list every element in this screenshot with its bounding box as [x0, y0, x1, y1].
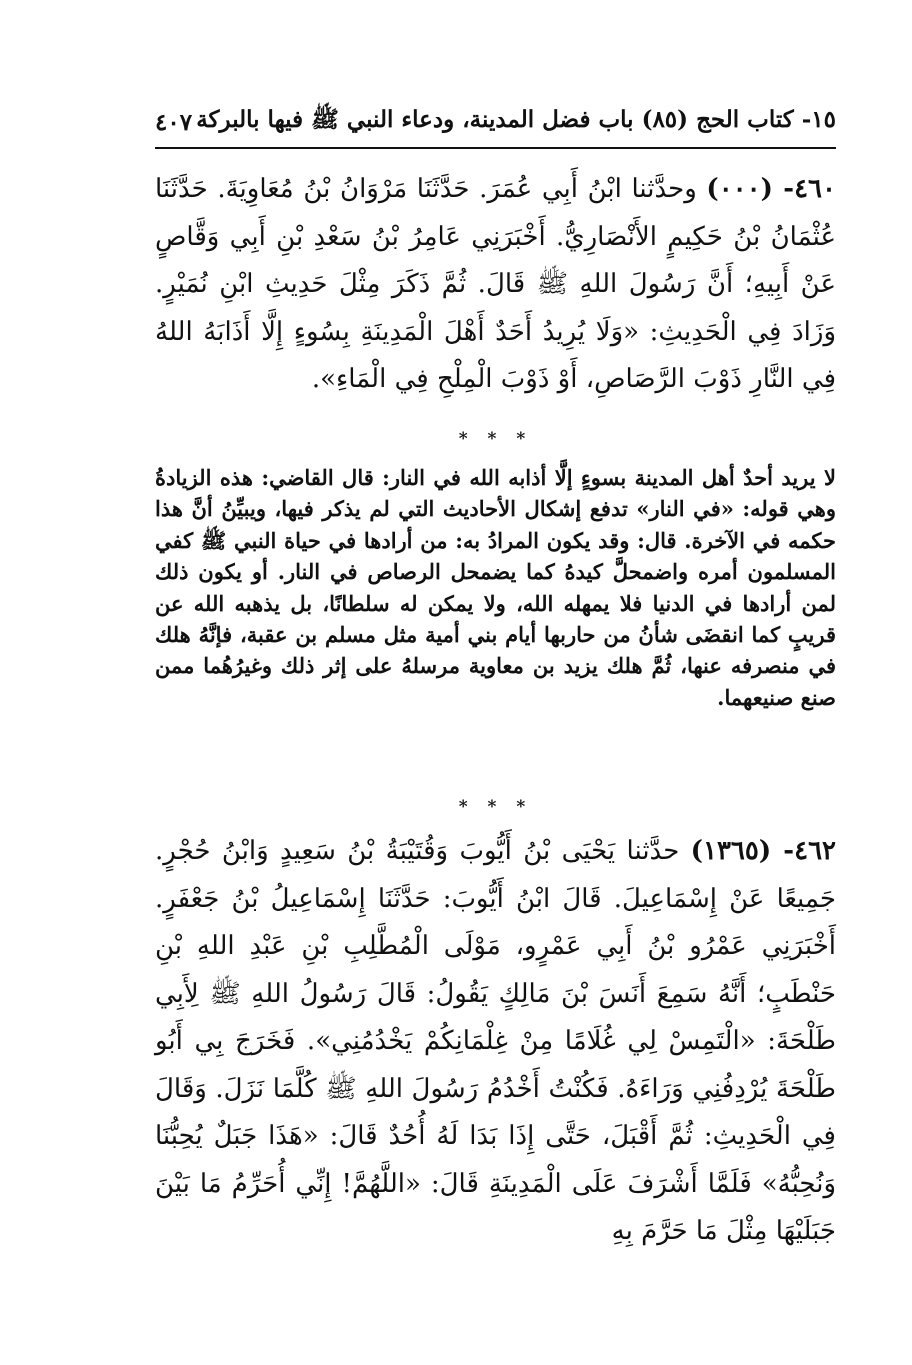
running-header [155, 100, 836, 144]
section-separator: * * * [458, 797, 533, 817]
section-separator: * * * [458, 429, 533, 449]
hadith-number: ٤٦٠- (٠٠٠) [706, 174, 836, 204]
hadith-number: ٤٦٢- (١٣٦٥) [690, 836, 837, 866]
header-chapter: ١٥- كتاب الحج [696, 106, 836, 133]
header-section: (٨٥) باب فضل المدينة، ودعاء النبي ﷺ فيها بالبركة [196, 106, 689, 133]
header-chapter-section [196, 105, 836, 139]
hadith-text: وحدَّثنا ابْنُ أَبِي عُمَرَ. حَدَّثَنَا مَرْوَانُ بْنُ مُعَاوِيَةَ. حَدَّثَنَا عُثْمَانُ بْنُ حَكِيمٍ الأَنْصَارِيُّ. أَخْبَرَنِي عَامِرُ بْنُ سَعْدِ بْنِ أَبِي وَقَّاصٍ عَنْ أَبِيهِ؛ أَنَّ رَسُولَ اللهِ ﷺ قَالَ. ثُمَّ ذَكَرَ مِثْلَ حَدِيثِ ابْنِ نُمَيْرٍ. وَزَادَ فِي الْحَدِيثِ: «وَلَا يُرِيدُ أَحَدٌ أَهْلَ الْمَدِينَةِ بِسُوءٍ إِلَّا أَذَابَهُ اللهُ فِي النَّارِ ذَوْبَ الرَّصَاصِ، أَوْ ذَوْبَ الْمِلْحِ فِي الْمَاءِ». [155, 174, 836, 394]
header-rule [155, 147, 836, 149]
hadith-460 [155, 166, 836, 404]
page-number: ٤٠٧ [155, 108, 193, 136]
hadith-text: حدَّثنا يَحْيَى بْنُ أَيُّوبَ وَقُتَيْبَةُ بْنُ سَعِيدٍ وَابْنُ حُجْرٍ. جَمِيعًا عَنْ إِسْمَاعِيلَ. قَالَ ابْنُ أَيُّوبَ: حَدَّثَنَا إِسْمَاعِيلُ بْنُ جَعْفَرٍ. أَخْبَرَنِي عَمْرُو بْنُ أَبِي عَمْرٍو، مَوْلَى الْمُطَّلِبِ بْنِ عَبْدِ اللهِ بْنِ حَنْطَبٍ؛ أَنَّهُ سَمِعَ أَنَسَ بْنَ مَالِكٍ يَقُولُ: قَالَ رَسُولُ اللهِ ﷺ لِأَبِي طَلْحَةَ: «الْتَمِسْ لِي غُلَامًا مِنْ غِلْمَانِكُمْ يَخْدُمُنِي». فَخَرَجَ بِي أَبُو طَلْحَةَ يُرْدِفُنِي وَرَاءَهُ. فَكُنْتُ أَخْدُمُ رَسُولَ اللهِ ﷺ كُلَّمَا نَزَلَ. وَقَالَ فِي الْحَدِيثِ: ثُمَّ أَقْبَلَ، حَتَّى إِذَا بَدَا لَهُ أُحُدٌ قَالَ: «هَذَا جَبَلٌ يُحِبُّنَا وَنُحِبُّهُ» فَلَمَّا أَشْرَفَ عَلَى الْمَدِينَةِ قَالَ: «اللَّهُمَّ! إِنِّي أُحَرِّمُ مَا بَيْنَ جَبَلَيْهَا مِثْلَ مَا حَرَّمَ بِهِ [155, 836, 836, 1246]
commentary: لا يريد أحدٌ أهل المدينة بسوءٍ إلَّا أذابه الله في النار: قال القاضي: هذه الزيادةُ وهي قوله: «في النار» تدفع إشكال الأحاديث التي لم يذكر فيها، ويبيِّنُ أنَّ هذا حكمه في الآخرة. قال: وقد يكون المرادُ به: من أرادها في حياة النبي ﷺ كفي المسلمون أمره واضمحلَّ كيدهُ كما يضمحل الرصاص في النار. أو يكون ذلك لمن أرادها في الدنيا فلا يمهله الله، ولا يمكن له سلطانًا، بل يذهبه الله عن قريبٍ كما انقضَى شأنُ من حاربها أيام بني أمية مثل مسلم بن عقبة، فإنَّهُ هلك في منصرفه عنها، ثُمَّ هلك يزيد بن معاوية مرسلهُ على إثر ذلك وغيرُهُما ممن صنع صنيعهما. [155, 465, 836, 710]
hadith-462 [155, 828, 836, 1256]
